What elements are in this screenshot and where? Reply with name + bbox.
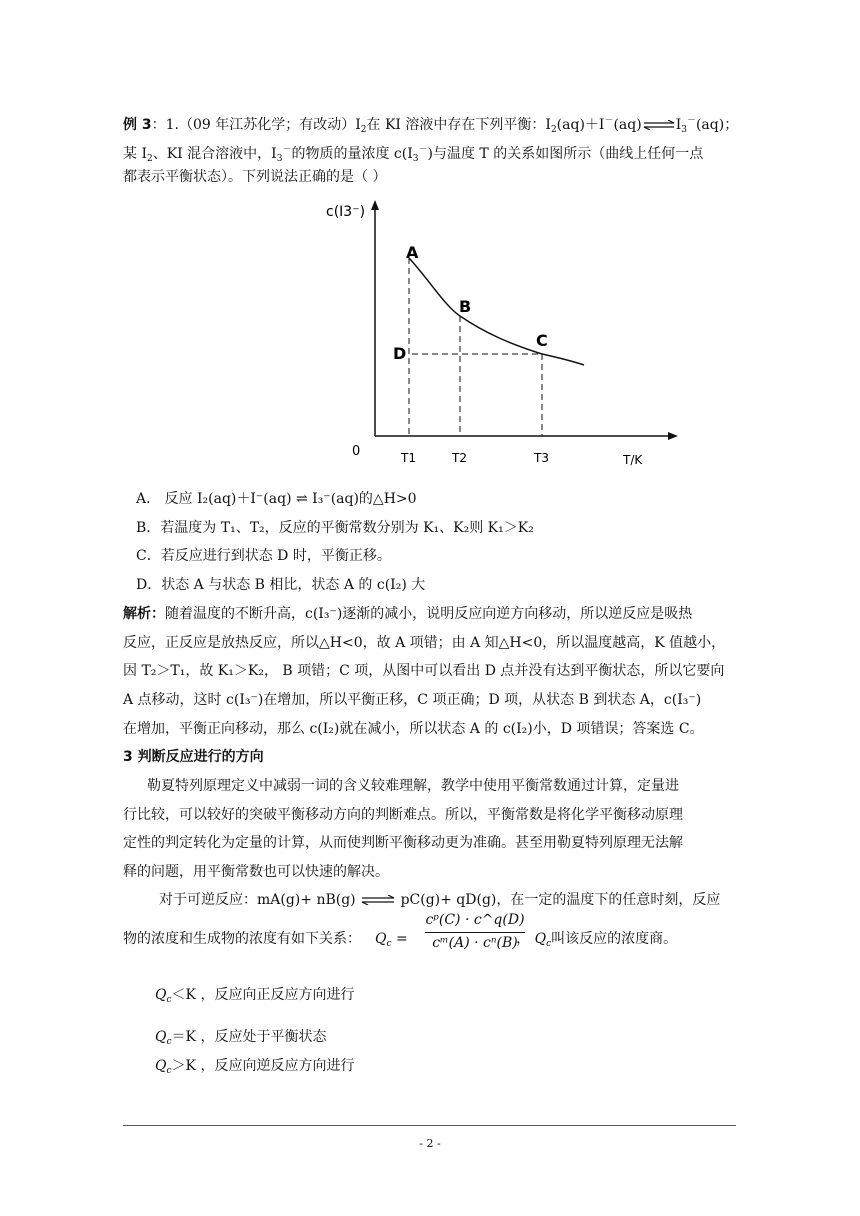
equilibrium-arrow-icon [642, 120, 676, 130]
page-number: - 2 - [419, 1137, 441, 1150]
equilibrium-chart [320, 196, 690, 476]
option-c: C．若反应进行到状态 D 时，平衡正移。 [136, 548, 391, 564]
condition-greater: $Q_c>K$ ，反应向逆反应方向进行 [155, 1058, 355, 1076]
analysis-line-5: 在增加，平衡正向移动，那么 c(I₂)就在减小，所以状态 A 的 c(I₂)小，D 项错误；答案选 C。 [123, 721, 704, 737]
fraction-denominator: cᵐ(A) · cⁿ(B) [432, 935, 518, 951]
option-b: B．若温度为 T₁、T₂，反应的平衡常数分别为 K₁、K₂则 K₁＞K₂ [136, 520, 534, 536]
example-label: 例 3 [123, 117, 152, 133]
example-line-2: 某 $I_2$、KI 混合溶液中，$I_3^-$的物质的量浓度 $c(I_3^-)$与温度 T 的关系如图所示（曲线上任何一点 [123, 145, 704, 164]
x-tick-label: T2 [452, 451, 467, 465]
concentration-quotient-fraction [425, 912, 525, 953]
analysis-line-4: A 点移动，这时 c(I₃⁻)在增加，所以平衡正移，C 项正确；D 项，从状态 B 到状态 A，c(I₃⁻) [123, 692, 702, 708]
analysis-label: 解析： [123, 606, 165, 622]
equilibrium-curve [409, 258, 584, 365]
condition-less: $Q_c<K$ ，反应向正反应方向进行 [155, 987, 355, 1005]
paragraph-line: 勒夏特列原理定义中减弱一词的含义较难理解，教学中使用平衡常数通过计算，定量进 [147, 778, 679, 794]
equilibrium-arrow-icon [360, 895, 396, 905]
footer-divider [123, 1125, 736, 1126]
point-label-a: A [406, 243, 419, 262]
point-label-d: D [393, 344, 407, 363]
origin-label: 0 [352, 444, 361, 459]
x-tick-label: T3 [534, 451, 549, 465]
paragraph-line: 行比较，可以较好的突破平衡移动方向的判断难点。所以，平衡常数是将化学平衡移动原理 [123, 807, 683, 823]
x-axis-label: T/K [623, 453, 643, 467]
condition-equal: $Q_c=K$ ，反应处于平衡状态 [155, 1029, 327, 1047]
y-axis-arrow-icon [371, 200, 379, 210]
point-label-c: C [536, 331, 548, 350]
example-line-1: 例 3：1.（09 年江苏化学；有改动）$I_2$在 KI 溶液中存在下列平衡：$I_2(aq)+I^-(aq)$ $I_3^-(aq)$； [123, 116, 739, 135]
x-axis-arrow-icon [668, 432, 678, 440]
fraction-numerator: cᵖ(C) · c^q(D) [425, 912, 525, 928]
y-axis-label: c(I3⁻) [326, 204, 366, 220]
quotient-line: 物的浓度和生成物的浓度有如下关系： $Q_c$ = ， $Q_c$叫该反应的浓度商。 [123, 931, 678, 949]
paragraph-line: 定性的判定转化为定量的计算，从而使判断平衡移动更为准确。甚至用勒夏特列原理无法解 [123, 835, 683, 851]
analysis-line-1: 解析：随着温度的不断升高，c(I₃⁻)逐渐的减小，说明反应向逆方向移动，所以逆反应是吸热 [123, 606, 693, 622]
point-label-b: B [459, 297, 472, 316]
reaction-line: 对于可逆反应：mA(g)+ nB(g) pC(g)+ qD(g)，在一定的温度下的任意时刻，反应 [159, 892, 721, 908]
x-tick-label: T1 [401, 451, 416, 465]
paragraph-line: 释的问题，用平衡常数也可以快速的解决。 [123, 864, 389, 880]
analysis-line-3: 因 T₂＞T₁，故 K₁＞K₂， B 项错；C 项，从图中可以看出 D 点并没有达到平衡状态，所以它要向 [123, 663, 725, 679]
analysis-line-2: 反应，正反应是放热反应，所以△H<0，故 A 项错；由 A 知△H<0，所以温度越高，K 值越小， [123, 635, 726, 651]
section-heading: 3 判断反应进行的方向 [123, 749, 264, 765]
option-d: D．状态 A 与状态 B 相比，状态 A 的 c(I₂) 大 [136, 577, 426, 593]
example-line-3: 都表示平衡状态）。下列说法正确的是（ ） [123, 169, 387, 185]
option-a: A． 反应 I₂(aq)＋I⁻(aq) ⇌ I₃⁻(aq)的△H>0 [136, 491, 417, 507]
fraction-bar [425, 932, 525, 933]
